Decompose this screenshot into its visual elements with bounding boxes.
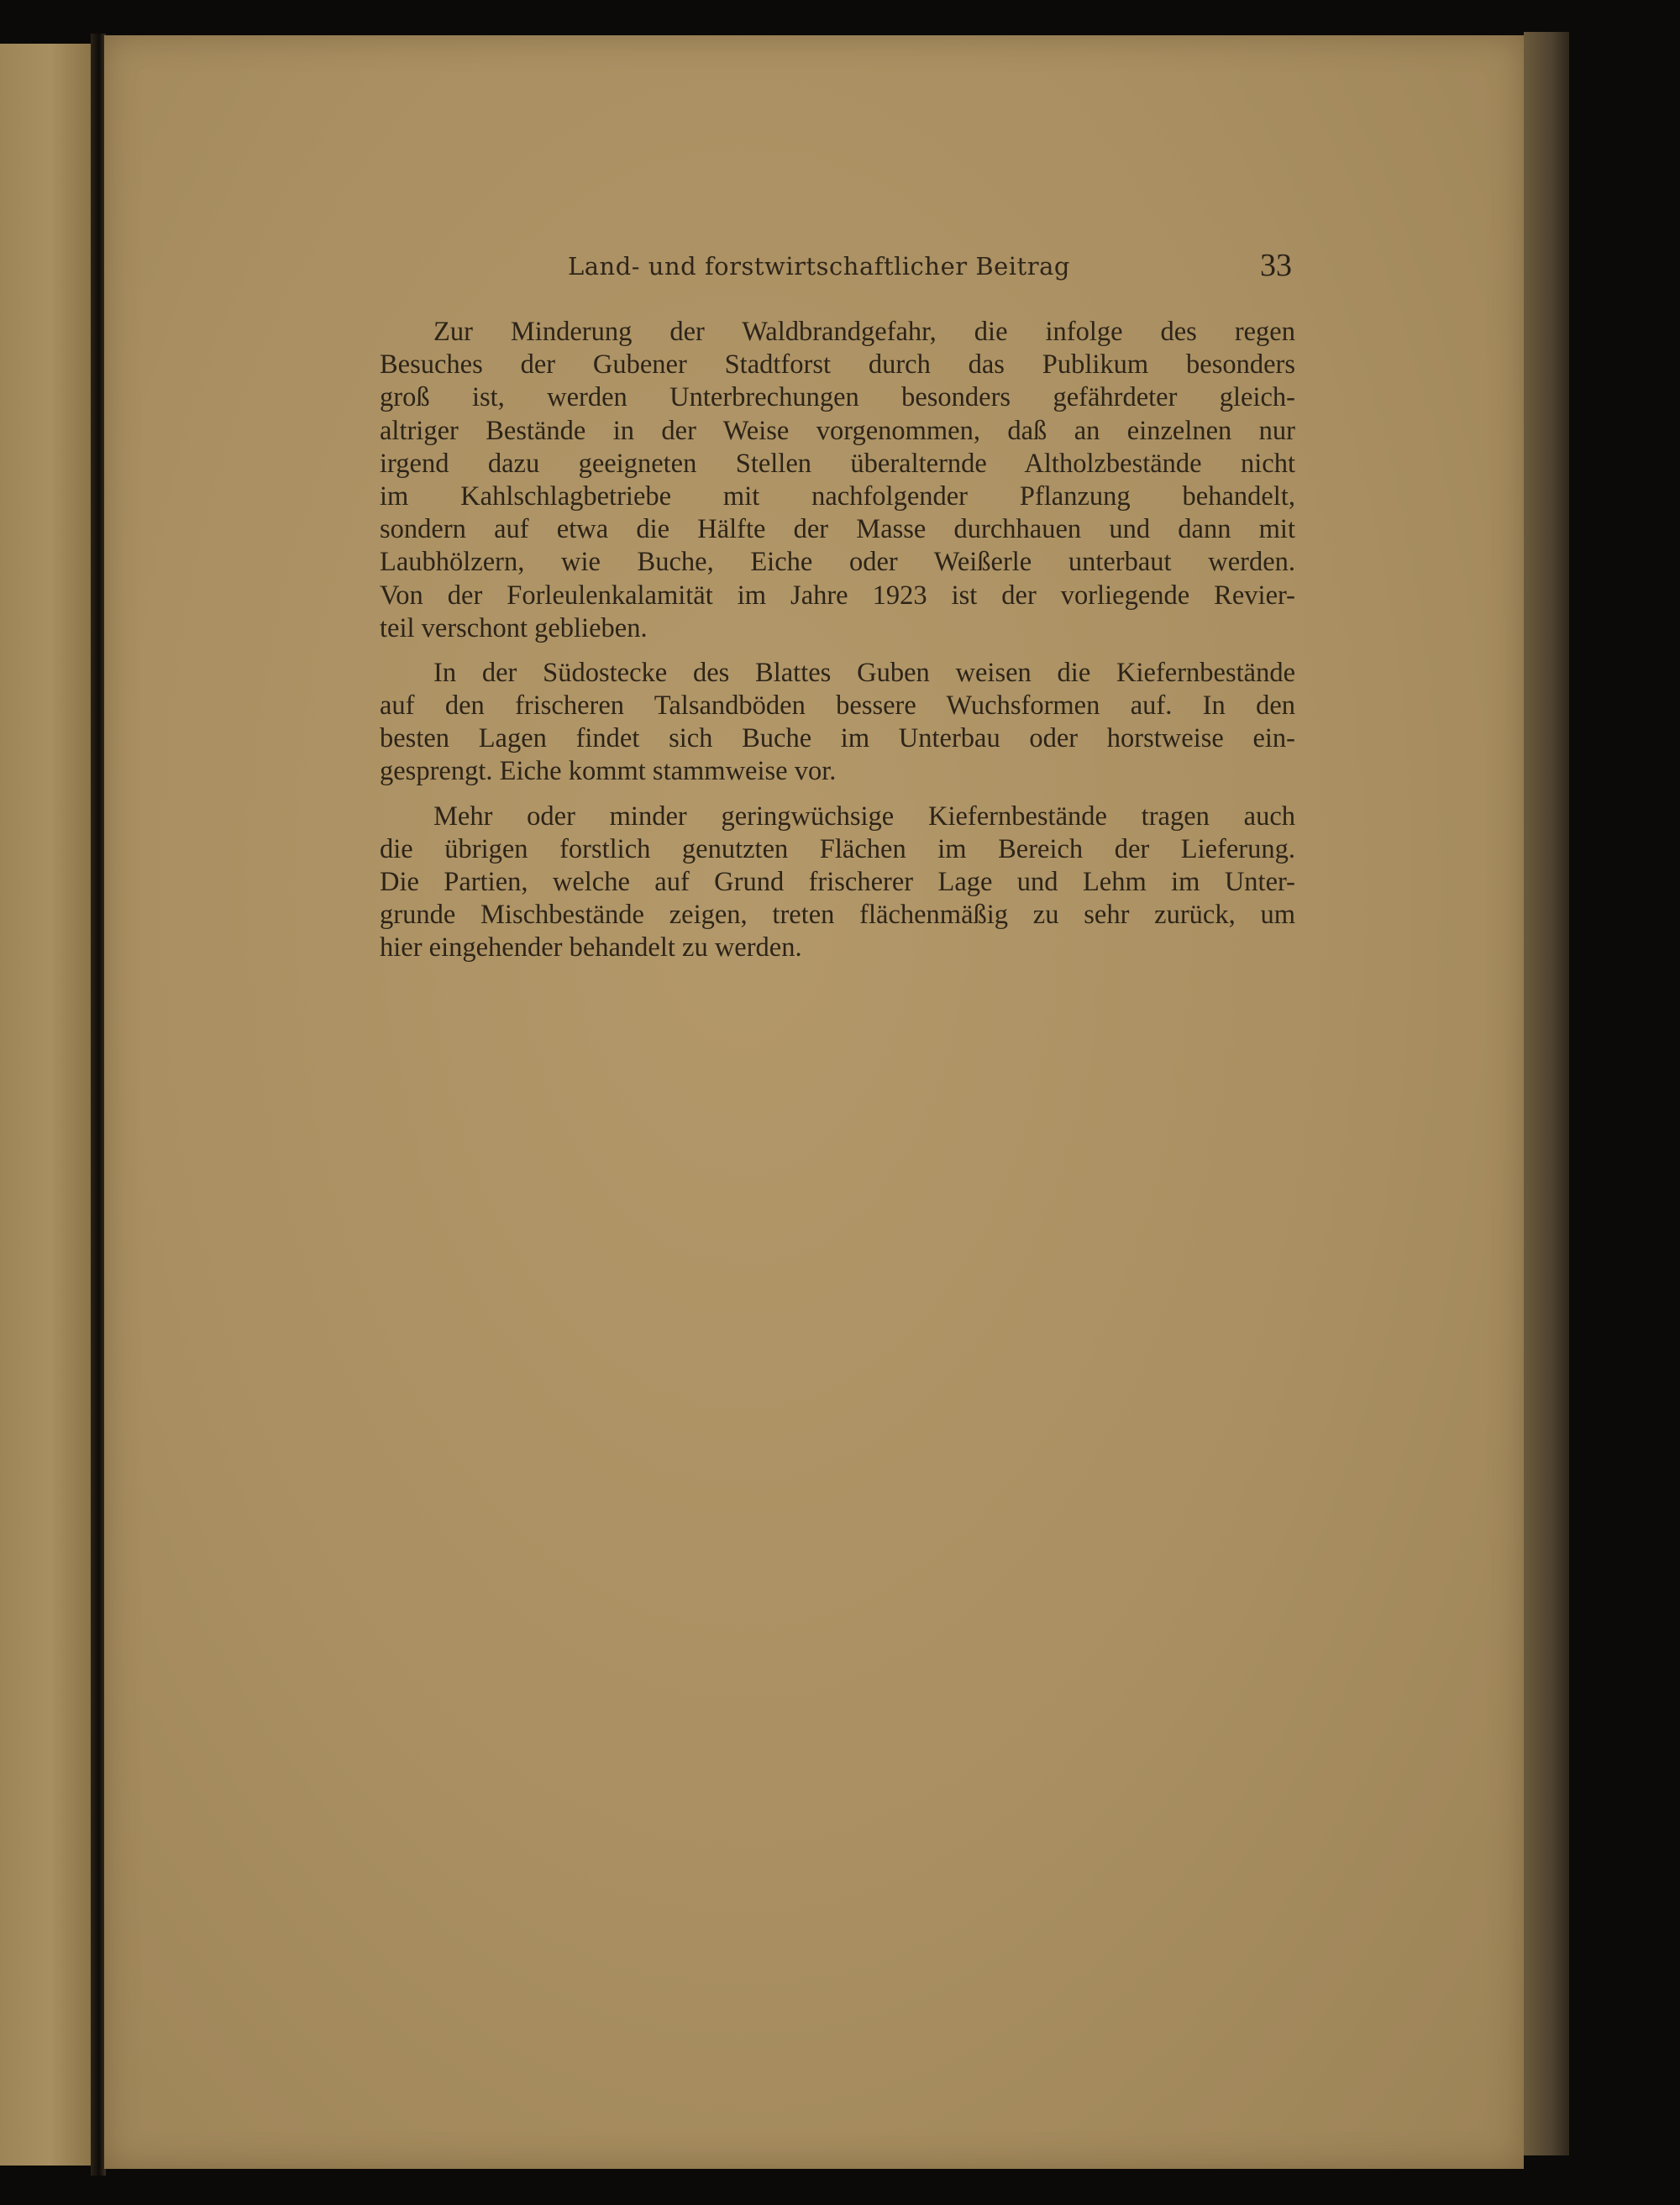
facing-page-edge xyxy=(0,44,91,2166)
text-line: Zur Minderung der Waldbrandgefahr, die infolge des regen xyxy=(433,317,1295,347)
running-title: Land- und forstwirtschaftlicher Beitrag xyxy=(568,252,1070,281)
text-line: altriger Bestände in der Weise vorgenommen, daß an einzelnen nur xyxy=(380,415,1295,446)
page-stack-edge xyxy=(1524,32,1569,2155)
paragraph-3 xyxy=(326,801,1295,965)
text-line: Von der Forleulenkalamität im Jahre 1923 ist der vorliegende Revier- xyxy=(380,580,1295,611)
text-line: Besuches der Gubener Stadtforst durch das Publikum besonders xyxy=(380,349,1295,381)
text-line: im Kahlschlagbetriebe mit nachfolgender Pflanzung behandelt, xyxy=(380,480,1295,512)
text-line: Laubhölzern, wie Buche, Eiche oder Weißerle unterbaut werden. xyxy=(380,547,1295,578)
text-line: auf den frischeren Talsandböden bessere Wuchsformen auf. In den xyxy=(380,690,1295,722)
text-line: grunde Mischbestände zeigen, treten flächenmäßig zu sehr zurück, um xyxy=(380,900,1295,931)
text-line: besten Lagen findet sich Buche im Unterbau oder horstweise ein- xyxy=(380,723,1295,754)
text-line: irgend dazu geeigneten Stellen überalternde Altholzbestände nicht xyxy=(380,448,1295,479)
text-line: sondern auf etwa die Hälfte der Masse durchhauen und dann mit xyxy=(380,514,1295,545)
text-line: Die Partien, welche auf Grund frischerer Lage und Lehm im Unter- xyxy=(380,867,1295,897)
body-text xyxy=(326,316,1295,977)
text-line: groß ist, werden Unterbrechungen besonders gefährdeter gleich- xyxy=(380,382,1295,413)
paragraph-2 xyxy=(326,657,1295,789)
text-line: gesprengt. Eiche kommt stammweise vor. xyxy=(380,756,837,787)
text-line: teil verschont geblieben. xyxy=(380,612,648,643)
text-line: hier eingehender behandelt zu werden. xyxy=(380,932,802,963)
text-line: In der Südostecke des Blattes Guben weisen die Kiefernbestände xyxy=(433,657,1295,688)
text-line: Mehr oder minder geringwüchsige Kiefernbestände tragen auch xyxy=(433,801,1295,832)
paragraph-1 xyxy=(326,316,1295,645)
page-number: 33 xyxy=(1260,248,1292,283)
text-line: die übrigen forstlich genutzten Flächen im Bereich der Lieferung. xyxy=(380,833,1295,864)
